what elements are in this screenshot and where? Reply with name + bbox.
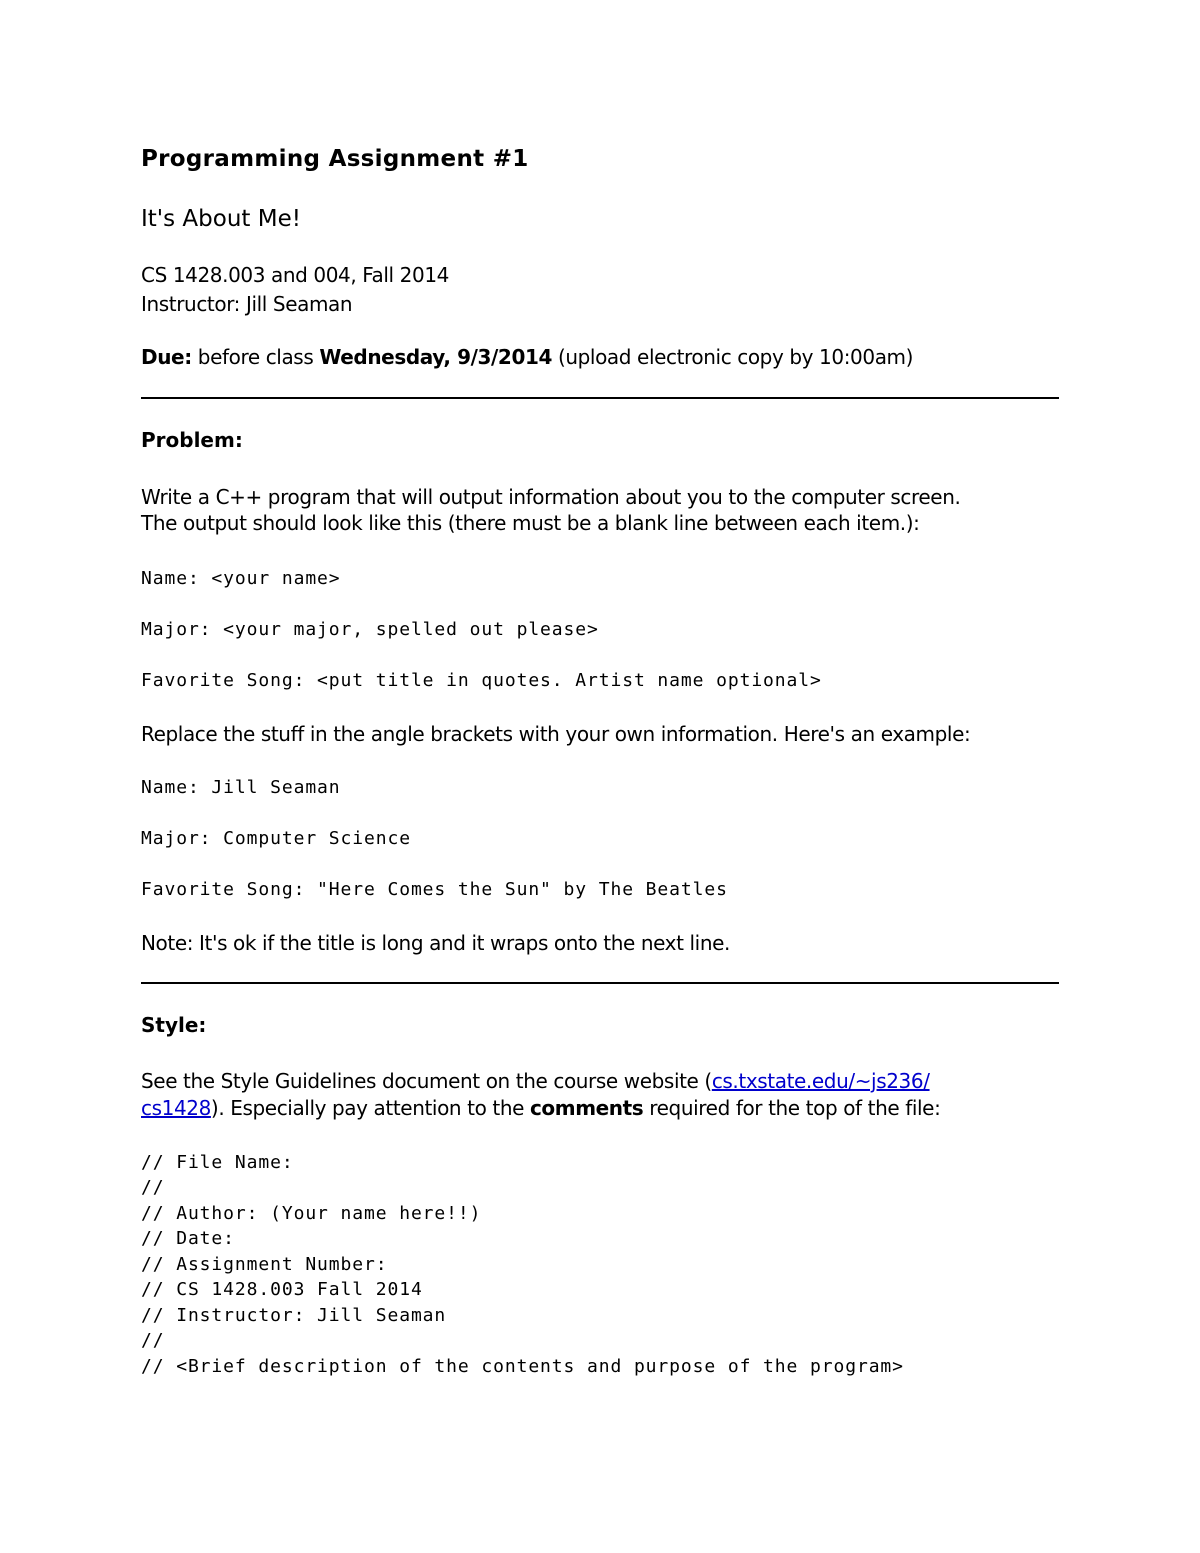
comment-line: // CS 1428.003 Fall 2014: [141, 1279, 423, 1300]
template-line: Major: <your major, spelled out please>: [141, 619, 599, 640]
due-label: Due:: [141, 345, 192, 369]
comment-line: // Author: (Your name here!!): [141, 1203, 482, 1224]
course-website-link-continued[interactable]: cs1428: [141, 1096, 211, 1120]
example-line: Favorite Song: "Here Comes the Sun" by The Beatles: [141, 879, 728, 900]
course-info: CS 1428.003 and 004, Fall 2014: [141, 263, 449, 287]
section-divider: [141, 982, 1059, 984]
style-text-mid: ). Especially pay attention to the: [210, 1096, 530, 1120]
instructor-info: Instructor: Jill Seaman: [141, 292, 353, 316]
due-date: Wednesday, 9/3/2014: [319, 345, 552, 369]
comment-line: //: [141, 1330, 165, 1351]
example-line: Major: Computer Science: [141, 828, 411, 849]
style-line-1: [141, 1068, 930, 1095]
example-line: Name: Jill Seaman: [141, 777, 341, 798]
comment-line: // Assignment Number:: [141, 1254, 388, 1275]
due-text-2: (upload electronic copy by 10:00am): [552, 345, 914, 369]
style-text-pre: See the Style Guidelines document on the course website (: [141, 1069, 712, 1093]
problem-heading: Problem:: [141, 428, 243, 452]
due-text-1: before class: [191, 345, 320, 369]
replace-instructions: Replace the stuff in the angle brackets with your own information. Here's an example:: [141, 722, 971, 746]
section-divider: [141, 397, 1059, 399]
assignment-title: Programming Assignment #1: [141, 146, 529, 172]
style-heading: Style:: [141, 1013, 207, 1037]
assignment-subtitle: It's About Me!: [141, 206, 301, 232]
style-text-post: required for the top of the file:: [643, 1096, 941, 1120]
problem-intro-line-2: The output should look like this (there must be a blank line between each item.):: [141, 511, 920, 535]
wrap-note: Note: It's ok if the title is long and it wraps onto the next line.: [141, 931, 730, 955]
comment-line: // Instructor: Jill Seaman: [141, 1305, 447, 1326]
template-line: Name: <your name>: [141, 568, 341, 589]
due-line: [141, 344, 913, 371]
course-website-link[interactable]: cs.txstate.edu/~js236/: [711, 1069, 930, 1093]
comment-line: // Date:: [141, 1228, 235, 1249]
problem-intro-line-1: Write a C++ program that will output information about you to the computer screen.: [141, 485, 961, 509]
comment-line: // File Name:: [141, 1152, 294, 1173]
template-line: Favorite Song: <put title in quotes. Artist name optional>: [141, 670, 822, 691]
comment-line: // <Brief description of the contents and purpose of the program>: [141, 1356, 904, 1377]
style-line-2: [141, 1095, 940, 1122]
comments-emphasis: comments: [529, 1096, 644, 1120]
comment-line: //: [141, 1177, 165, 1198]
